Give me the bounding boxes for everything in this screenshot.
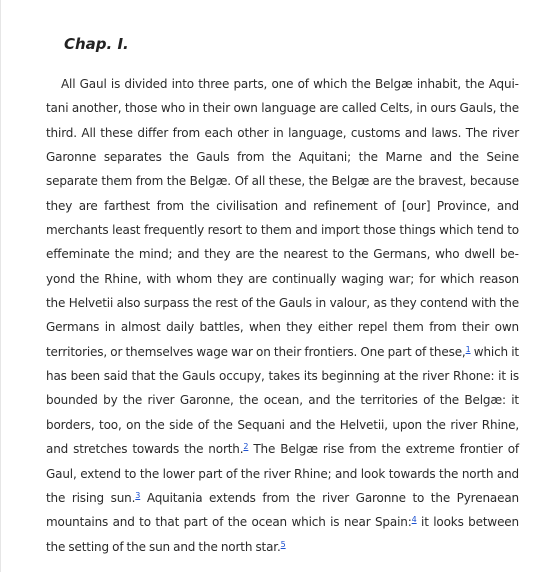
- footnote-link-5[interactable]: 5: [280, 539, 286, 549]
- footnote-link-2[interactable]: 2: [243, 442, 249, 452]
- paragraph-text: which it has been said that the Gauls occupy, takes its beginning at the river Rhone: it is bounded by the river Garonne, the ocean, and the territories of the Belgæ: it borders, too, on the side of the Sequani and the Helvetii, upon the river Rhine, and stretches towards the north.: [46, 344, 519, 457]
- paragraph-text: All Gaul is divided into three parts, one of which the Belgæ inhabit, the Aquitani another, those who in their own language are called Celts, in ours Gauls, the third. All these differ from each other in language, customs and laws. The river Garonne separates the Gauls from the Aquitani; the Marne and the Seine separate them from the Belgæ. Of all these, the Belgæ are the bravest, because they are farthest from the civilisation and refinement of [our] Province, and merchants least frequently resort to them and import those things which tend to effeminate the mind; and they are the nearest to the Germans, who dwell beyond the Rhine, with whom they are continually waging war; for which reason the Helvetii also surpass the rest of the Gauls in valour, as they contend with the Germans in almost daily battles, when they either repel them from their own territories, or themselves wage war on their frontiers. One part of these,: [46, 77, 519, 359]
- chapter-title: Chap. I.: [64, 35, 129, 53]
- paragraph-text: it looks between the setting of the sun and the north star.: [46, 515, 519, 554]
- paragraph-text: The Belgæ rise from the extreme frontier of Gaul, extend to the lower part of the river Rhine; and look towards the north and the rising sun.: [46, 442, 519, 505]
- footnote-link-1[interactable]: 1: [465, 344, 471, 354]
- chapter-paragraph: [46, 72, 519, 559]
- paragraph-text: Aquitania extends from the river Garonne to the Pyrenaean mountains and to that part of the ocean which is near Spain:: [46, 490, 519, 530]
- footnote-link-3[interactable]: 3: [135, 490, 141, 500]
- footnote-link-4[interactable]: 4: [411, 515, 417, 525]
